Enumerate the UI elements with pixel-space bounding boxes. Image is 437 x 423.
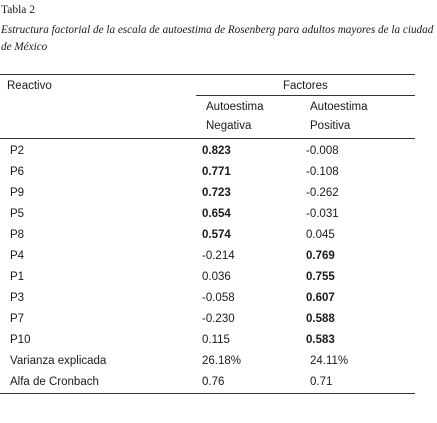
row-loading-negativa: 0.654 <box>202 208 231 220</box>
row-item: P2 <box>10 145 25 157</box>
row-item: P8 <box>10 229 25 241</box>
row-item: P6 <box>10 166 25 178</box>
row-loading-negativa: -0.214 <box>202 250 235 262</box>
row-loading-negativa: 0.823 <box>202 145 231 157</box>
header-factores: Factores <box>283 80 328 92</box>
row-loading-negativa: -0.230 <box>202 313 235 325</box>
header-reactivo: Reactivo <box>7 80 52 92</box>
row-item: P9 <box>10 187 25 199</box>
row-item: P3 <box>10 292 25 304</box>
row-item: P5 <box>10 208 25 220</box>
factors-rule <box>196 95 415 96</box>
table-title: Estructura factorial de la escala de autoestima de Rosenberg para adultos mayores de la ciudad de México <box>1 24 434 53</box>
summary-label: Alfa de Cronbach <box>10 376 99 388</box>
summary-label: Varianza explicada <box>10 355 107 367</box>
header-factor-2-line-1: Autoestima <box>310 101 368 113</box>
row-loading-positiva: 0.607 <box>306 292 335 304</box>
bottom-rule <box>0 393 415 394</box>
table-label: Tabla 2 <box>1 4 36 16</box>
row-loading-positiva: -0.031 <box>306 208 339 220</box>
summary-positiva: 0.71 <box>310 376 333 388</box>
summary-negativa: 0.76 <box>202 376 225 388</box>
row-loading-positiva: 0.755 <box>306 271 335 283</box>
row-loading-negativa: 0.771 <box>202 166 231 178</box>
row-loading-negativa: 0.036 <box>202 271 231 283</box>
row-loading-positiva: -0.108 <box>306 166 339 178</box>
header-factor-1-line-2: Negativa <box>206 120 252 132</box>
row-loading-negativa: -0.058 <box>202 292 235 304</box>
row-loading-positiva: 0.045 <box>306 229 335 241</box>
header-factor-2-line-2: Positiva <box>310 120 351 132</box>
row-loading-negativa: 0.723 <box>202 187 231 199</box>
row-loading-positiva: -0.262 <box>306 187 339 199</box>
row-loading-positiva: 0.769 <box>306 250 335 262</box>
row-loading-positiva: 0.583 <box>306 334 335 346</box>
row-item: P7 <box>10 313 25 325</box>
summary-negativa: 26.18% <box>202 355 242 367</box>
row-loading-negativa: 0.115 <box>202 334 230 346</box>
header-factor-1-line-1: Autoestima <box>206 101 264 113</box>
row-loading-negativa: 0.574 <box>202 229 231 241</box>
row-item: P4 <box>10 250 25 262</box>
row-item: P10 <box>10 334 31 346</box>
summary-positiva: 24.11% <box>310 355 349 367</box>
row-loading-positiva: -0.008 <box>306 145 339 157</box>
row-loading-positiva: 0.588 <box>306 313 335 325</box>
header-bottom-rule <box>0 138 415 139</box>
top-rule <box>0 74 415 75</box>
row-item: P1 <box>10 271 25 283</box>
